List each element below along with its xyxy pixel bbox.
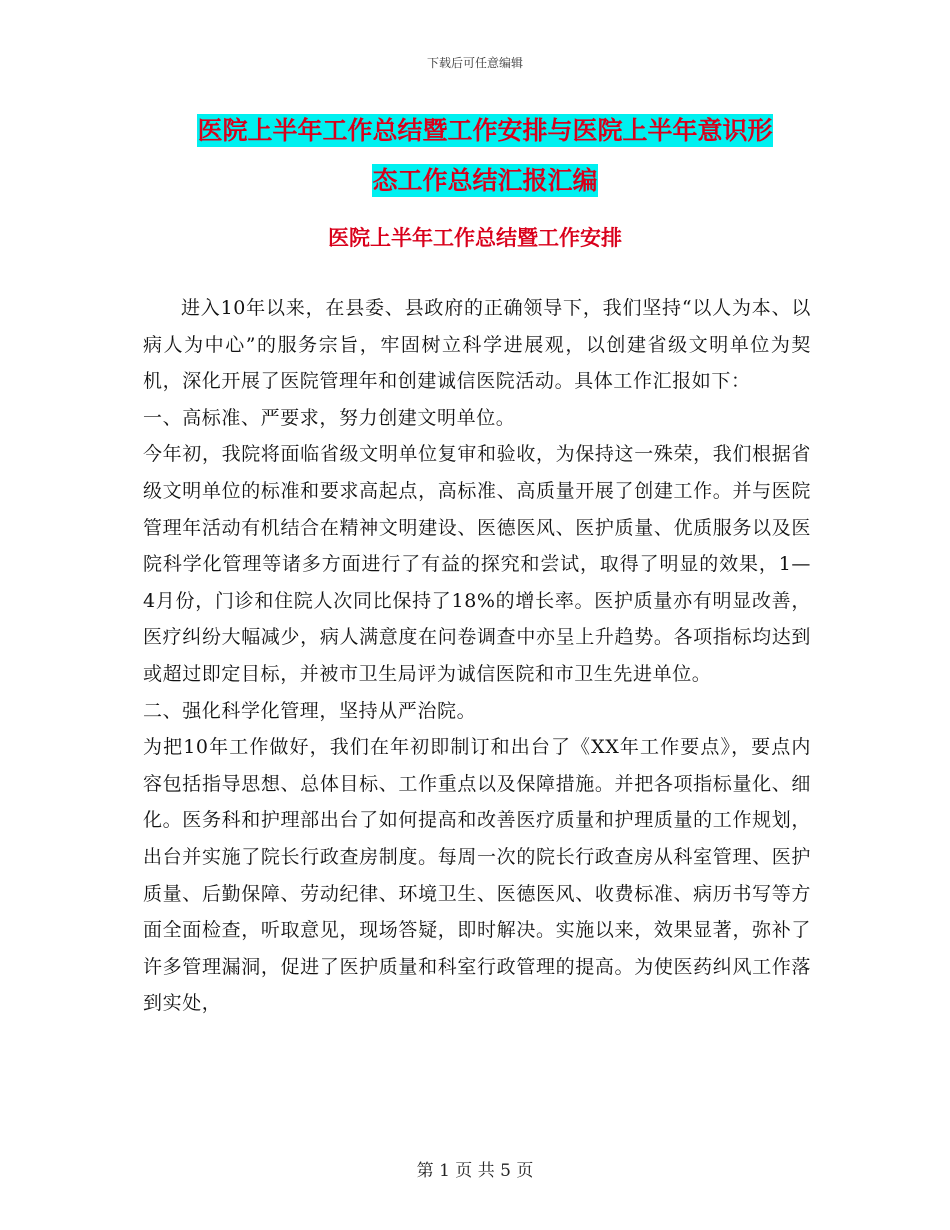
document-body	[143, 290, 811, 1022]
heading-two: 二、强化科学化管理，坚持从严治院。	[143, 699, 477, 722]
paragraph-management: 为把10年工作做好，我们在年初即制订和出台了《XX年工作要点》，要点内容包括指导思想、总体目标、工作重点以及保障措施。并把各项指标量化、细化。医务科和护理部出台了如何提高和改善医疗质量和护理质量的工作规划，出台并实施了院长行政查房制度。每周一次的院长行政查房从科室管理、医护质量、后勤保障、劳动纪律、环境卫生、医德医风、收费标准、病历书写等方面全面检查，听取意见，现场答疑，即时解决。实施以来，效果显著，弥补了许多管理漏洞，促进了医护质量和科室行政管理的提高。为使医药纠风工作落到实处，	[143, 736, 811, 1015]
heading-one: 一、高标准、严要求，努力创建文明单位。	[143, 406, 516, 429]
paragraph-intro: 进入10年以来，在县委、县政府的正确领导下，我们坚持“以人为本、以病人为中心”的服务宗旨，牢固树立科学进展观，以创建省级文明单位为契机，深化开展了医院管理年和创建诚信医院活动。具体工作汇报如下：	[143, 297, 811, 393]
document-title-line-1: 医院上半年工作总结暨工作安排与医院上半年意识形	[197, 116, 773, 145]
section-title: 医院上半年工作总结暨工作安排	[328, 226, 622, 250]
document-title-line-2: 态工作总结汇报汇编	[372, 166, 598, 195]
page-number: 第 1 页 共 5 页	[416, 1161, 534, 1181]
document-title	[140, 106, 830, 206]
paragraph-civilization: 今年初，我院将面临省级文明单位复审和验收，为保持这一殊荣，我们根据省级文明单位的标准和要求高起点，高标准、高质量开展了创建工作。并与医院管理年活动有机结合在精神文明建设、医德医风、医护质量、优质服务以及医院科学化管理等诸多方面进行了有益的探究和尝试，取得了明显的效果，1—4月份，门诊和住院人次同比保持了18%的增长率。医护质量亦有明显改善，医疗纠纷大幅减少，病人满意度在问卷调查中亦呈上升趋势。各项指标均达到或超过即定目标，并被市卫生局评为诚信医院和市卫生先进单位。	[143, 443, 811, 685]
page-header-note: 下载后可任意编辑	[426, 56, 523, 70]
